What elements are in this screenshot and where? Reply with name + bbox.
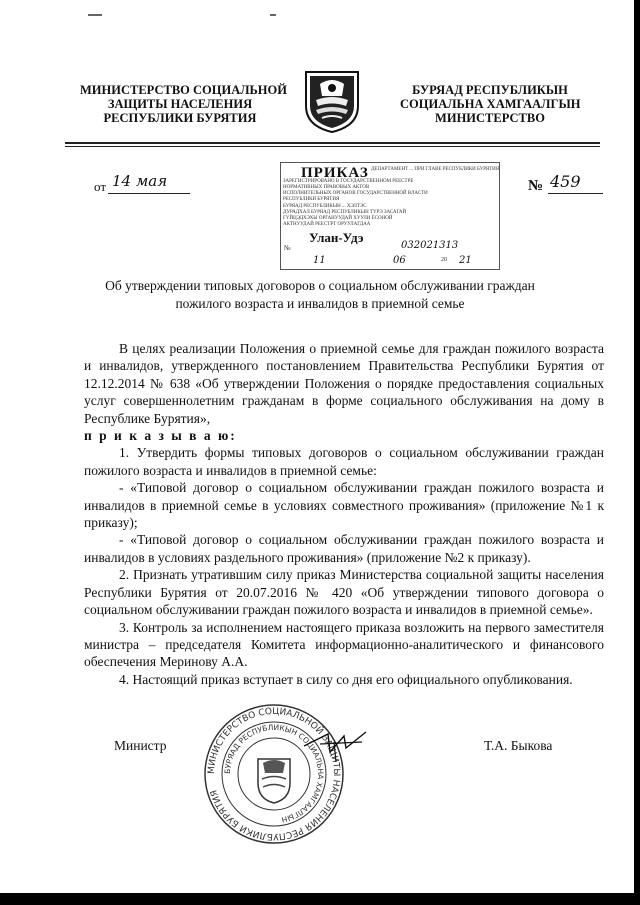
number-underline (548, 193, 603, 194)
coat-of-arms-emblem (302, 66, 362, 134)
header-line: БУРЯАД РЕСПУБЛИКЫН (412, 83, 568, 97)
stamp-text-line: НОРМАТИВНЫХ ПРАВОВЫХ АКТОВ (283, 185, 370, 190)
stamp-reg-day: 11 (313, 255, 326, 266)
stamp-city: Улан-Удэ (309, 230, 364, 245)
item-1-sub-a: - «Типовой договор о социальном обслуживании граждан пожилого возраста и инвалидов в приемной семье в условиях совместного проживания» (приложение №1 к приказу); (84, 480, 604, 531)
title-line: пожилого возраста и инвалидов в приемной семье (175, 296, 465, 311)
header-rule-thin (65, 146, 600, 147)
signatory-position: Министр (114, 738, 167, 753)
header-line: МИНИСТЕРСТВО СОЦИАЛЬНОЙ (80, 83, 287, 97)
date-underline (108, 193, 190, 194)
stamp-text-line: ГҮЙЦЭДХЭХЫ ОРГАНУУДАЙ ХУУЛИ ЁСОНОЙ (283, 216, 393, 221)
intro-paragraph: В целях реализации Положения о приемной семье для граждан пожилого возраста и инвалидов, утвержденного постановлением Правительства Республики Бурятия от 12.12.2014 № 638 «Об утверждении Положения о порядке предоставления социальных услуг совершеннолетним гражданам в форме социального обслуживания на дому в Республике Бурятия», (84, 341, 604, 426)
header-line: ЗАЩИТЫ НАСЕЛЕНИЯ (107, 97, 253, 111)
stamp-text-line: ЗАРЕГИСТРИРОВАНО В ГОСУДАРСТВЕННОМ РЕЕСТРЕ (283, 179, 414, 184)
stamp-reg-year: 21 (459, 255, 472, 266)
header-line: СОЦИАЛЬНА ХАМГААЛГЫН (400, 97, 581, 111)
scan-edge-bottom (0, 893, 640, 905)
order-number-handwritten: 459 (550, 172, 581, 191)
document-body (84, 340, 604, 688)
scan-edge-right (634, 0, 640, 905)
item-2: 2. Признать утратившим силу приказ Министерства социальной защиты населения Республики Бурятия от 20.07.2016 № 420 «Об утверждении типового договора о социальном обслуживании граждан пожилого возраста и инвалидов в приемной семье». (84, 567, 604, 618)
header-line: РЕСПУБЛИКИ БУРЯТИЯ (103, 111, 257, 125)
item-4: 4. Настоящий приказ вступает в силу со дня его официального опубликования. (119, 671, 573, 687)
stamp-text-line: ДЕПАРТАМЕНТ ... ПРИ ГЛАВЕ РЕСПУБЛИКИ БУРЯТИЯ (371, 167, 500, 172)
stamp-registration-number: 032021313 (401, 240, 459, 251)
seal-outer-text: МИНИСТЕРСТВО СОЦИАЛЬНОЙ ЗАЩИТЫ НАСЕЛЕНИЯ РЕСПУБЛИКИ БУРЯТИЯ (206, 706, 342, 842)
stamp-text-line: РЕСПУБЛИКИ БУРЯТИЯ (283, 197, 340, 202)
ministry-header-buryat (400, 83, 580, 125)
order-word: п р и к а з ы в а ю: (84, 428, 237, 444)
header-line: МИНИСТЕРСТВО (435, 111, 545, 125)
item-1: 1. Утвердить формы типовых договоров о социальном обслуживании граждан пожилого возраста и инвалидов в приемной семье: (84, 445, 604, 478)
handwritten-signature (300, 722, 370, 766)
title-line: Об утверждении типовых договоров о социальном обслуживании граждан (105, 278, 535, 293)
document-title (90, 277, 550, 313)
header-rule-thick (65, 142, 600, 144)
seal-inner-text: БУРЯАД РЕСПУБЛИКЫН СОЦИАЛЬНА ХАМГААЛГЫН (222, 722, 326, 825)
stamp-text-line: ДУРАДХАЛ БУРЯАД РЕСПУБЛИКЫН ТҮРЭ ЗАСАГАЙ (283, 210, 407, 215)
item-1-sub-b: - «Типовой договор о социальном обслуживании граждан пожилого возраста и инвалидов в условиях раздельного проживания» (приложение №2 к приказу). (84, 532, 604, 565)
item-3: 3. Контроль за исполнением настоящего приказа возложить на первого заместителя министра – председателя Комитета информационно-аналитического и финансового обеспечения Меринову А.А. (84, 619, 604, 670)
ministry-header-russian (80, 83, 287, 125)
handwritten-date: 14 мая (112, 172, 168, 190)
signatory-name: Т.А. Быкова (484, 738, 553, 753)
order-number-sign: № (528, 178, 544, 194)
date-prefix: от (94, 179, 107, 194)
stamp-text-line: ИСПОЛНИТЕЛЬНЫХ ОРГАНОВ ГОСУДАРСТВЕННОЙ ВЛАСТИ (283, 191, 428, 196)
registration-stamp (280, 162, 500, 270)
stamp-reg-year-prefix: 20 (441, 257, 447, 263)
stamp-title: ПРИКАЗ (301, 165, 369, 181)
scan-mark (270, 14, 276, 16)
stamp-text-line: БУРЯАД РЕСПУБЛИКЫН ... ХЭЛТЭС (283, 204, 367, 209)
stamp-reg-month: 06 (393, 255, 406, 266)
scan-mark (88, 14, 102, 16)
stamp-number-sign: № (284, 244, 291, 252)
stamp-text-line: АКТНУУДАЙ РЕЕСТРТ ОРУУЛАГДАА (283, 222, 371, 227)
